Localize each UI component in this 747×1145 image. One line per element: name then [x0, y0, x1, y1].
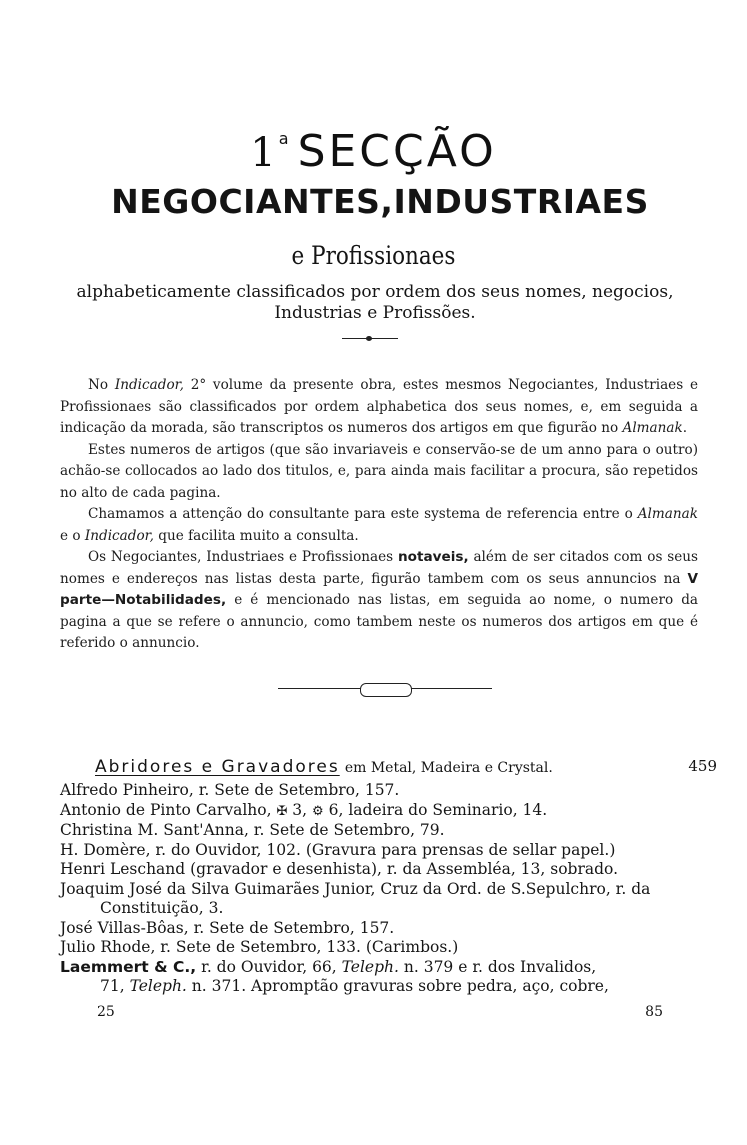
intro-paragraph-2: Estes numeros de artigos (que são invariaveis e conservão-se de um anno para o outro) achão-se collocados ao lado dos titulos, e, para ainda mais facilitar a procura, são repetidos no alto de cada pagina.: [60, 441, 698, 501]
medal-icon: ⚙: [312, 803, 324, 819]
main-heading: NEGOCIANTES,INDUSTRIAES: [111, 182, 649, 221]
page-footer: [97, 1004, 663, 1020]
category-title: Abridores e Gravadores: [95, 757, 340, 777]
list-item: Alfredo Pinheiro, r. Sete de Setembro, 157.: [60, 781, 400, 799]
footer-left-number: 25: [97, 1004, 115, 1020]
almanak-ref: Almanak: [622, 420, 683, 436]
notaveis-emphasis: notaveis,: [397, 549, 469, 565]
footer-right-number: 85: [645, 1004, 663, 1020]
small-rule-divider: [342, 338, 398, 339]
list-item: Julio Rhode, r. Sete de Setembro, 133. (Carimbos.): [60, 938, 459, 956]
list-item: Christina M. Sant'Anna, r. Sete de Setembro, 79.: [60, 821, 445, 839]
intro-paragraph-1: No Indicador, 2° volume da presente obra, estes mesmos Negociantes, Industriaes e Profissionaes são classificados por ordem alphabetica dos seus nomes, e, em seguida a indicação da morada, são transcriptos os numeros dos artigos em que figurão no Almanak.: [60, 377, 698, 436]
notabilidades-emphasis: V parte—Notabilidades,: [60, 570, 698, 608]
sub-heading: e Profissionaes: [291, 241, 456, 270]
section-title: [0, 126, 747, 177]
section-number: 1: [250, 130, 279, 176]
category-subtitle: em Metal, Madeira e Crystal.: [344, 760, 553, 776]
featured-name: Laemmert & C.,: [60, 957, 197, 976]
list-item: H. Domère, r. do Ouvidor, 102. (Gravura para prensas de sellar papel.): [60, 840, 616, 859]
list-item: Laemmert & C., r. do Ouvidor, 66, Teleph. n. 379 e r. dos Invalidos,: [60, 957, 597, 976]
list-item-continuation: 71, Teleph. n. 371. Apromptão gravuras sobre pedra, aço, cobre,: [100, 977, 609, 995]
list-item: Henri Leschand (gravador e desenhista), r. da Assembléa, 13, sobrado.: [60, 860, 619, 878]
ornament-divider: [278, 686, 492, 692]
intro-paragraph-3: Chamamos a attenção do consultante para este systema de referencia entre o Almanak e o Indicador, que facilita muito a consulta.: [60, 506, 698, 544]
category-code: 459: [688, 757, 717, 775]
intro-text: [60, 375, 698, 655]
list-item: José Villas-Bôas, r. Sete de Setembro, 157.: [60, 918, 395, 937]
list-item: Joaquim José da Silva Guimarães Junior, Cruz da Ord. de S.Sepulchro, r. da: [60, 879, 651, 898]
category-heading: [95, 757, 717, 777]
cross-icon: ✠: [276, 803, 288, 819]
list-item-continuation: Constituição, 3.: [100, 899, 224, 917]
intro-paragraph-4: Os Negociantes, Industriaes e Profissionaes notaveis, além de ser citados com os seus nomes e endereços nas listas desta parte, figurão tambem com os seus annuncios na V parte—Notabilidades, e é mencionado nas listas, em seguida ao nome, o numero da pagina a que se refere o annuncio, como tambem neste os numeros dos artigos em que é referido o annuncio.: [60, 549, 698, 651]
section-word: SECÇÃO: [297, 126, 497, 177]
entries-list: [60, 781, 702, 997]
section-number-sup: a: [278, 129, 292, 148]
list-item: Antonio de Pinto Carvalho, ✠ 3, ⚙ 6, ladeira do Seminario, 14.: [60, 800, 548, 819]
indicador-ref: Indicador,: [114, 377, 184, 393]
section-description: alphabeticamente classificados por ordem dos seus nomes, negocios, Industrias e Profissões.: [76, 282, 674, 323]
